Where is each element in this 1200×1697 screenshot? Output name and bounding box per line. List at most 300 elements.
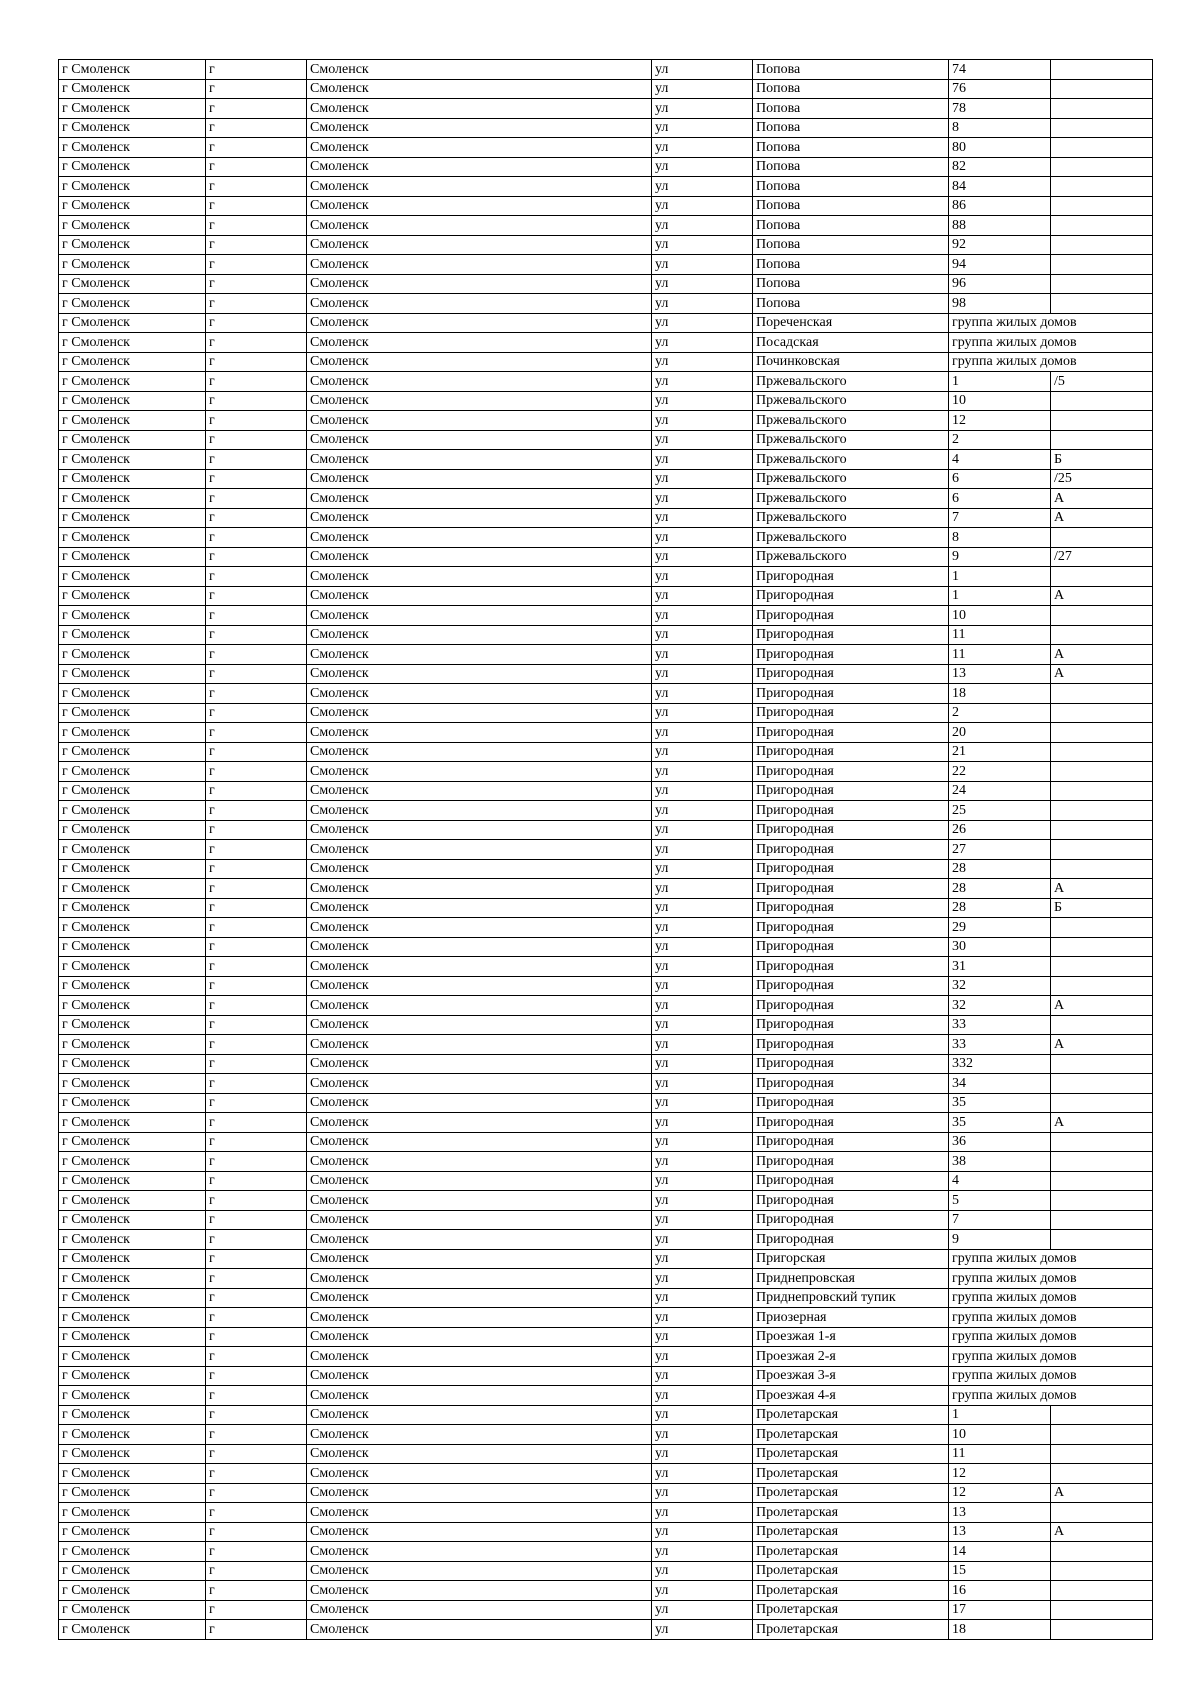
table-row — [59, 430, 1153, 450]
city-cell: Смоленск — [307, 820, 652, 840]
street-cell: Посадская — [753, 333, 949, 353]
street-type-cell: ул — [652, 1581, 753, 1601]
street-type-cell: ул — [652, 294, 753, 314]
house-number-cell: 20 — [949, 723, 1051, 743]
street-cell: Пригородная — [753, 820, 949, 840]
street-cell: Пригородная — [753, 859, 949, 879]
street-type-cell: ул — [652, 255, 753, 275]
building-suffix-cell — [1051, 1191, 1153, 1211]
street-cell: Пригородная — [753, 1054, 949, 1074]
building-suffix-cell — [1051, 99, 1153, 119]
street-cell: Пролетарская — [753, 1425, 949, 1445]
locality-cell: г Смоленск — [59, 1522, 206, 1542]
settlement-type-cell: г — [206, 372, 307, 392]
locality-cell: г Смоленск — [59, 157, 206, 177]
house-number-cell: 31 — [949, 957, 1051, 977]
city-cell: Смоленск — [307, 528, 652, 548]
city-cell: Смоленск — [307, 1503, 652, 1523]
building-suffix-cell — [1051, 60, 1153, 80]
city-cell: Смоленск — [307, 1444, 652, 1464]
settlement-type-cell: г — [206, 781, 307, 801]
street-cell: Попова — [753, 216, 949, 236]
table-row — [59, 1308, 1153, 1328]
city-cell: Смоленск — [307, 157, 652, 177]
locality-cell: г Смоленск — [59, 1620, 206, 1640]
street-cell: Пролетарская — [753, 1581, 949, 1601]
table-row — [59, 1074, 1153, 1094]
table-row — [59, 1600, 1153, 1620]
street-type-cell: ул — [652, 840, 753, 860]
house-number-cell: 17 — [949, 1600, 1051, 1620]
locality-cell: г Смоленск — [59, 586, 206, 606]
settlement-type-cell: г — [206, 957, 307, 977]
settlement-type-cell: г — [206, 118, 307, 138]
city-cell: Смоленск — [307, 703, 652, 723]
locality-cell: г Смоленск — [59, 1347, 206, 1367]
street-type-cell: ул — [652, 918, 753, 938]
city-cell: Смоленск — [307, 898, 652, 918]
building-suffix-cell — [1051, 1015, 1153, 1035]
house-number-cell: 15 — [949, 1561, 1051, 1581]
locality-cell: г Смоленск — [59, 79, 206, 99]
city-cell: Смоленск — [307, 196, 652, 216]
table-row — [59, 1542, 1153, 1562]
house-number-cell: 18 — [949, 1620, 1051, 1640]
building-suffix-cell — [1051, 1152, 1153, 1172]
street-cell: Пригородная — [753, 957, 949, 977]
city-cell: Смоленск — [307, 684, 652, 704]
city-cell: Смоленск — [307, 1074, 652, 1094]
city-cell: Смоленск — [307, 586, 652, 606]
street-type-cell: ул — [652, 781, 753, 801]
table-row — [59, 138, 1153, 158]
city-cell: Смоленск — [307, 859, 652, 879]
street-cell: Проезжая 4-я — [753, 1386, 949, 1406]
settlement-type-cell: г — [206, 937, 307, 957]
building-suffix-cell: /25 — [1051, 469, 1153, 489]
city-cell: Смоленск — [307, 1522, 652, 1542]
street-cell: Пригородная — [753, 1093, 949, 1113]
locality-cell: г Смоленск — [59, 937, 206, 957]
street-cell: Попова — [753, 235, 949, 255]
city-cell: Смоленск — [307, 469, 652, 489]
settlement-type-cell: г — [206, 235, 307, 255]
house-number-cell: 30 — [949, 937, 1051, 957]
street-type-cell: ул — [652, 177, 753, 197]
house-number-cell: 88 — [949, 216, 1051, 236]
settlement-type-cell: г — [206, 1503, 307, 1523]
city-cell: Смоленск — [307, 762, 652, 782]
house-number-cell: 13 — [949, 664, 1051, 684]
building-suffix-cell — [1051, 859, 1153, 879]
building-suffix-cell: Б — [1051, 450, 1153, 470]
street-type-cell: ул — [652, 879, 753, 899]
building-suffix-cell — [1051, 1444, 1153, 1464]
table-row — [59, 1425, 1153, 1445]
locality-cell: г Смоленск — [59, 976, 206, 996]
city-cell: Смоленск — [307, 801, 652, 821]
street-type-cell: ул — [652, 1152, 753, 1172]
locality-cell: г Смоленск — [59, 859, 206, 879]
settlement-type-cell: г — [206, 625, 307, 645]
house-number-cell: 12 — [949, 1464, 1051, 1484]
city-cell: Смоленск — [307, 567, 652, 587]
table-row — [59, 216, 1153, 236]
street-type-cell: ул — [652, 1522, 753, 1542]
street-cell: Пригородная — [753, 1171, 949, 1191]
building-suffix-cell — [1051, 1210, 1153, 1230]
table-row — [59, 528, 1153, 548]
house-number-cell: 10 — [949, 606, 1051, 626]
locality-cell: г Смоленск — [59, 898, 206, 918]
house-number-cell: 98 — [949, 294, 1051, 314]
city-cell: Смоленск — [307, 1054, 652, 1074]
street-cell: Пригородная — [753, 742, 949, 762]
city-cell: Смоленск — [307, 313, 652, 333]
building-suffix-cell — [1051, 1581, 1153, 1601]
building-suffix-cell: А — [1051, 508, 1153, 528]
table-row — [59, 996, 1153, 1016]
settlement-type-cell: г — [206, 196, 307, 216]
settlement-type-cell: г — [206, 742, 307, 762]
settlement-type-cell: г — [206, 1269, 307, 1289]
table-row — [59, 1327, 1153, 1347]
building-suffix-cell: А — [1051, 489, 1153, 509]
street-type-cell: ул — [652, 79, 753, 99]
settlement-type-cell: г — [206, 1620, 307, 1640]
locality-cell: г Смоленск — [59, 469, 206, 489]
building-suffix-cell: /5 — [1051, 372, 1153, 392]
street-type-cell: ул — [652, 118, 753, 138]
settlement-type-cell: г — [206, 274, 307, 294]
city-cell: Смоленск — [307, 430, 652, 450]
table-row — [59, 742, 1153, 762]
street-type-cell: ул — [652, 684, 753, 704]
building-suffix-cell — [1051, 684, 1153, 704]
table-row — [59, 352, 1153, 372]
table-row — [59, 567, 1153, 587]
locality-cell: г Смоленск — [59, 840, 206, 860]
street-cell: Проезжая 3-я — [753, 1366, 949, 1386]
street-type-cell: ул — [652, 1561, 753, 1581]
settlement-type-cell: г — [206, 469, 307, 489]
table-row — [59, 313, 1153, 333]
street-type-cell: ул — [652, 1444, 753, 1464]
street-cell: Пролетарская — [753, 1503, 949, 1523]
street-cell: Пржевальского — [753, 372, 949, 392]
locality-cell: г Смоленск — [59, 177, 206, 197]
building-suffix-cell — [1051, 294, 1153, 314]
city-cell: Смоленск — [307, 840, 652, 860]
street-type-cell: ул — [652, 742, 753, 762]
city-cell: Смоленск — [307, 333, 652, 353]
house-number-cell: 84 — [949, 177, 1051, 197]
city-cell: Смоленск — [307, 79, 652, 99]
locality-cell: г Смоленск — [59, 664, 206, 684]
street-type-cell: ул — [652, 450, 753, 470]
locality-cell: г Смоленск — [59, 684, 206, 704]
street-type-cell: ул — [652, 60, 753, 80]
street-type-cell: ул — [652, 216, 753, 236]
city-cell: Смоленск — [307, 996, 652, 1016]
house-number-cell: 2 — [949, 703, 1051, 723]
house-number-cell: 33 — [949, 1015, 1051, 1035]
locality-cell: г Смоленск — [59, 1327, 206, 1347]
building-suffix-cell — [1051, 1542, 1153, 1562]
street-type-cell: ул — [652, 1600, 753, 1620]
house-number-cell: группа жилых домов — [949, 333, 1153, 353]
settlement-type-cell: г — [206, 391, 307, 411]
settlement-type-cell: г — [206, 157, 307, 177]
city-cell: Смоленск — [307, 1152, 652, 1172]
settlement-type-cell: г — [206, 1327, 307, 1347]
house-number-cell: 21 — [949, 742, 1051, 762]
house-number-cell: 86 — [949, 196, 1051, 216]
locality-cell: г Смоленск — [59, 489, 206, 509]
table-row — [59, 508, 1153, 528]
table-row — [59, 274, 1153, 294]
building-suffix-cell — [1051, 274, 1153, 294]
city-cell: Смоленск — [307, 781, 652, 801]
street-type-cell: ул — [652, 1132, 753, 1152]
locality-cell: г Смоленск — [59, 1152, 206, 1172]
settlement-type-cell: г — [206, 430, 307, 450]
settlement-type-cell: г — [206, 1191, 307, 1211]
table-row — [59, 157, 1153, 177]
city-cell: Смоленск — [307, 723, 652, 743]
settlement-type-cell: г — [206, 976, 307, 996]
street-cell: Пригородная — [753, 918, 949, 938]
city-cell: Смоленск — [307, 1561, 652, 1581]
street-cell: Пригородная — [753, 898, 949, 918]
street-type-cell: ул — [652, 606, 753, 626]
table-row — [59, 1054, 1153, 1074]
table-row — [59, 294, 1153, 314]
street-type-cell: ул — [652, 1542, 753, 1562]
house-number-cell: 7 — [949, 508, 1051, 528]
building-suffix-cell — [1051, 1600, 1153, 1620]
building-suffix-cell — [1051, 1464, 1153, 1484]
street-cell: Пригородная — [753, 664, 949, 684]
city-cell: Смоленск — [307, 177, 652, 197]
street-cell: Пржевальского — [753, 391, 949, 411]
street-cell: Пролетарская — [753, 1405, 949, 1425]
settlement-type-cell: г — [206, 1308, 307, 1328]
table-row — [59, 1015, 1153, 1035]
house-number-cell: 8 — [949, 528, 1051, 548]
settlement-type-cell: г — [206, 528, 307, 548]
street-type-cell: ул — [652, 469, 753, 489]
street-type-cell: ул — [652, 372, 753, 392]
settlement-type-cell: г — [206, 879, 307, 899]
street-type-cell: ул — [652, 1171, 753, 1191]
house-number-cell: 1 — [949, 1405, 1051, 1425]
locality-cell: г Смоленск — [59, 333, 206, 353]
building-suffix-cell — [1051, 918, 1153, 938]
street-cell: Попова — [753, 177, 949, 197]
table-row — [59, 1483, 1153, 1503]
street-type-cell: ул — [652, 586, 753, 606]
building-suffix-cell — [1051, 1405, 1153, 1425]
city-cell: Смоленск — [307, 1288, 652, 1308]
table-row — [59, 1444, 1153, 1464]
house-number-cell: 18 — [949, 684, 1051, 704]
locality-cell: г Смоленск — [59, 1425, 206, 1445]
building-suffix-cell — [1051, 1425, 1153, 1445]
street-cell: Пржевальского — [753, 489, 949, 509]
building-suffix-cell — [1051, 430, 1153, 450]
house-number-cell: 8 — [949, 118, 1051, 138]
street-cell: Попова — [753, 79, 949, 99]
locality-cell: г Смоленск — [59, 1132, 206, 1152]
street-cell: Пролетарская — [753, 1464, 949, 1484]
street-cell: Попова — [753, 138, 949, 158]
address-table — [58, 59, 1153, 1640]
street-type-cell: ул — [652, 333, 753, 353]
city-cell: Смоленск — [307, 216, 652, 236]
table-row — [59, 1561, 1153, 1581]
street-type-cell: ул — [652, 138, 753, 158]
street-cell: Пригородная — [753, 1230, 949, 1250]
house-number-cell: 332 — [949, 1054, 1051, 1074]
locality-cell: г Смоленск — [59, 1581, 206, 1601]
building-suffix-cell: А — [1051, 879, 1153, 899]
street-cell: Пригородная — [753, 801, 949, 821]
settlement-type-cell: г — [206, 1093, 307, 1113]
street-cell: Пригородная — [753, 606, 949, 626]
street-cell: Пролетарская — [753, 1444, 949, 1464]
street-cell: Попова — [753, 118, 949, 138]
house-number-cell: группа жилых домов — [949, 313, 1153, 333]
city-cell: Смоленск — [307, 957, 652, 977]
table-row — [59, 859, 1153, 879]
street-type-cell: ул — [652, 1035, 753, 1055]
table-row — [59, 489, 1153, 509]
city-cell: Смоленск — [307, 255, 652, 275]
city-cell: Смоленск — [307, 1308, 652, 1328]
city-cell: Смоленск — [307, 937, 652, 957]
street-cell: Пригородная — [753, 937, 949, 957]
street-type-cell: ул — [652, 1191, 753, 1211]
locality-cell: г Смоленск — [59, 430, 206, 450]
house-number-cell: 28 — [949, 879, 1051, 899]
street-type-cell: ул — [652, 625, 753, 645]
street-type-cell: ул — [652, 723, 753, 743]
settlement-type-cell: г — [206, 820, 307, 840]
building-suffix-cell — [1051, 391, 1153, 411]
settlement-type-cell: г — [206, 703, 307, 723]
street-type-cell: ул — [652, 1503, 753, 1523]
locality-cell: г Смоленск — [59, 1210, 206, 1230]
house-number-cell: 13 — [949, 1522, 1051, 1542]
street-type-cell: ул — [652, 820, 753, 840]
city-cell: Смоленск — [307, 1600, 652, 1620]
table-row — [59, 1464, 1153, 1484]
settlement-type-cell: г — [206, 1113, 307, 1133]
table-row — [59, 976, 1153, 996]
street-cell: Пролетарская — [753, 1522, 949, 1542]
street-cell: Пригородная — [753, 1132, 949, 1152]
table-row — [59, 645, 1153, 665]
settlement-type-cell: г — [206, 1015, 307, 1035]
table-row — [59, 625, 1153, 645]
street-cell: Попова — [753, 294, 949, 314]
settlement-type-cell: г — [206, 1561, 307, 1581]
city-cell: Смоленск — [307, 664, 652, 684]
house-number-cell: 32 — [949, 996, 1051, 1016]
locality-cell: г Смоленск — [59, 1444, 206, 1464]
street-cell: Пржевальского — [753, 547, 949, 567]
locality-cell: г Смоленск — [59, 1464, 206, 1484]
street-cell: Пролетарская — [753, 1620, 949, 1640]
table-row — [59, 411, 1153, 431]
settlement-type-cell: г — [206, 138, 307, 158]
table-row — [59, 703, 1153, 723]
locality-cell: г Смоленск — [59, 1230, 206, 1250]
street-cell: Пригородная — [753, 762, 949, 782]
locality-cell: г Смоленск — [59, 547, 206, 567]
city-cell: Смоленск — [307, 547, 652, 567]
table-row — [59, 1191, 1153, 1211]
table-row — [59, 1581, 1153, 1601]
house-number-cell: 74 — [949, 60, 1051, 80]
city-cell: Смоленск — [307, 1015, 652, 1035]
table-row — [59, 1503, 1153, 1523]
house-number-cell: 24 — [949, 781, 1051, 801]
table-row — [59, 235, 1153, 255]
street-cell: Пригородная — [753, 976, 949, 996]
street-type-cell: ул — [652, 1366, 753, 1386]
city-cell: Смоленск — [307, 1093, 652, 1113]
locality-cell: г Смоленск — [59, 879, 206, 899]
house-number-cell: 5 — [949, 1191, 1051, 1211]
street-type-cell: ул — [652, 411, 753, 431]
house-number-cell: 26 — [949, 820, 1051, 840]
street-cell: Проезжая 2-я — [753, 1347, 949, 1367]
settlement-type-cell: г — [206, 177, 307, 197]
building-suffix-cell — [1051, 1054, 1153, 1074]
table-row — [59, 1171, 1153, 1191]
street-cell: Попова — [753, 196, 949, 216]
settlement-type-cell: г — [206, 1230, 307, 1250]
table-row — [59, 1035, 1153, 1055]
city-cell: Смоленск — [307, 411, 652, 431]
table-body — [59, 60, 1153, 1640]
street-cell: Пригородная — [753, 1152, 949, 1172]
street-type-cell: ул — [652, 1405, 753, 1425]
settlement-type-cell: г — [206, 1366, 307, 1386]
city-cell: Смоленск — [307, 1171, 652, 1191]
street-cell: Пригородная — [753, 879, 949, 899]
table-row — [59, 1620, 1153, 1640]
street-cell: Приднепровская — [753, 1269, 949, 1289]
city-cell: Смоленск — [307, 1542, 652, 1562]
locality-cell: г Смоленск — [59, 138, 206, 158]
settlement-type-cell: г — [206, 411, 307, 431]
table-row — [59, 898, 1153, 918]
street-type-cell: ул — [652, 99, 753, 119]
house-number-cell: 27 — [949, 840, 1051, 860]
street-cell: Приднепровский тупик — [753, 1288, 949, 1308]
locality-cell: г Смоленск — [59, 742, 206, 762]
settlement-type-cell: г — [206, 352, 307, 372]
building-suffix-cell — [1051, 1230, 1153, 1250]
settlement-type-cell: г — [206, 450, 307, 470]
settlement-type-cell: г — [206, 898, 307, 918]
street-cell: Пригородная — [753, 1074, 949, 1094]
locality-cell: г Смоленск — [59, 411, 206, 431]
locality-cell: г Смоленск — [59, 391, 206, 411]
